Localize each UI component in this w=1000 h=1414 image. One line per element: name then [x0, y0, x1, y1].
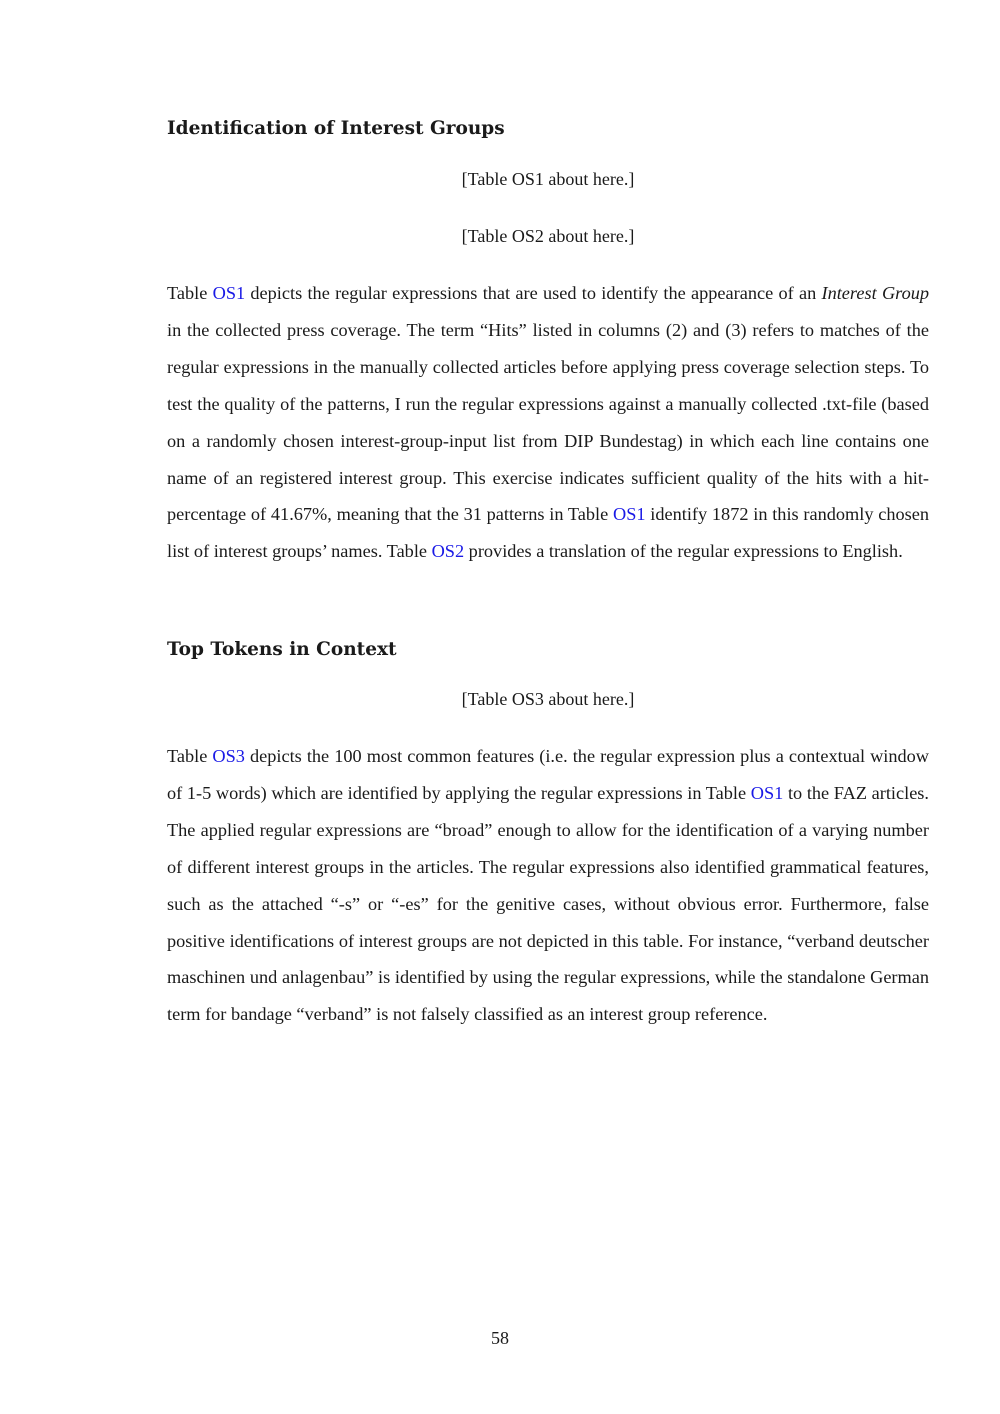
table-os3-placeholder: [Table OS3 about here.] — [461, 689, 635, 709]
text-span: identify 1872 in this randomly chosen list of interest groups’ names. Table — [167, 504, 929, 562]
ref-link-os3[interactable]: OS3 — [212, 746, 245, 766]
ref-link-os1[interactable]: OS1 — [212, 283, 246, 303]
ref-link-os1[interactable]: OS1 — [750, 782, 784, 803]
table-os1-placeholder: [Table OS1 about here.] — [461, 169, 635, 189]
text-span: Table — [167, 283, 213, 303]
ref-link-os2[interactable]: OS2 — [431, 541, 465, 562]
page-number: 58 — [491, 1328, 509, 1348]
text-span: Table — [167, 746, 213, 766]
paragraph-interest-groups — [167, 275, 929, 570]
table-os2-placeholder: [Table OS2 about here.] — [461, 226, 635, 246]
section-heading-top-tokens: Top Tokens in Context — [167, 639, 397, 660]
text-span: depicts the 100 most common features (i.e. the regular expression plus a contextual window of 1-5 words) which are identified by applying the regular expressions in Table — [167, 746, 929, 803]
text-span: in the collected press coverage. The term “Hits” listed in columns (2) and (3) refers to matches of the regular expressions in the manually collected articles before applying press coverage selection steps. To test the quality of the patterns, I run the regular expressions against a manually collected .txt-file (based on a randomly chosen interest-group-input list from DIP Bundestag) in which each line contains one name of an registered interest group. This exercise indicates sufficient quality of the hits with a hit-percentage of 41.67%, meaning that the 31 patterns in Table — [167, 319, 929, 525]
paragraph-top-tokens — [167, 738, 929, 1033]
text-span: provides a translation of the regular expressions to English. — [464, 541, 903, 562]
text-span: to the FAZ articles. The applied regular expressions are “broad” enough to allow for the identification of a varying number of different interest groups in the articles. The regular expressions also identified grammatical features, such as the attached “-s” or “-es” for the genitive cases, without obvious error. Furthermore, false positive identifications of interest groups are not depicted in this table. For instance, “verband deutscher maschinen und anlagenbau” is identified by using the regular expressions, while the standalone German term for bandage “verband” is not falsely classified as an interest group reference. — [167, 782, 929, 1025]
ref-link-os1[interactable]: OS1 — [613, 504, 646, 525]
italic-term: Interest Group — [821, 283, 929, 303]
text-span: depicts the regular expressions that are used to identify the appearance of an — [245, 283, 822, 303]
section-heading-interest-groups: Identification of Interest Groups — [167, 118, 505, 139]
